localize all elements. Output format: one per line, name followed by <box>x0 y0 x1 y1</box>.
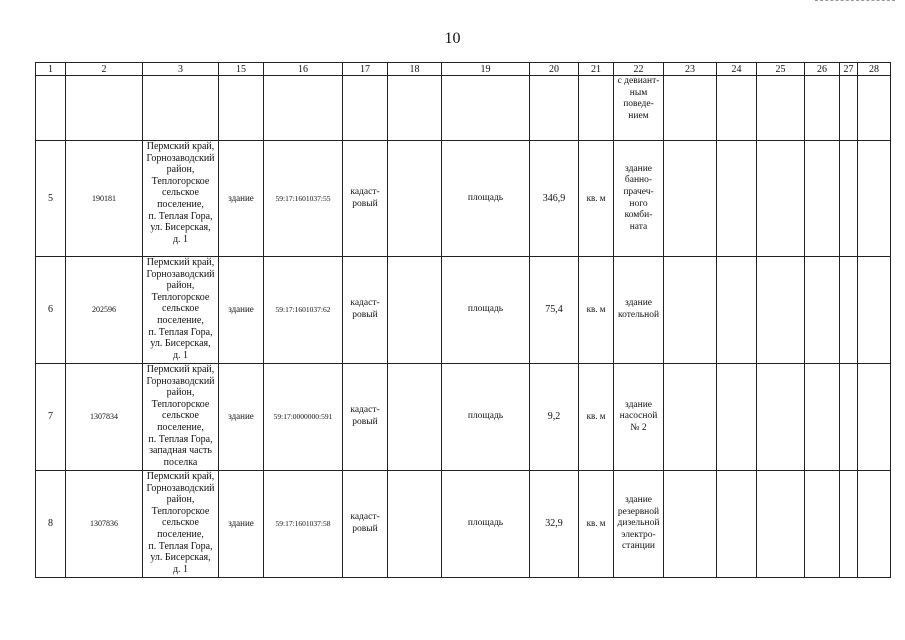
object-name-line: № 2 <box>630 422 647 433</box>
empty-cell <box>805 141 840 257</box>
empty-cell <box>858 471 891 578</box>
column-header: 25 <box>757 63 805 76</box>
column-header: 26 <box>805 63 840 76</box>
empty-cell <box>840 76 858 141</box>
parameter-cell: площадь <box>442 257 530 364</box>
object-name-line: ным <box>629 87 648 98</box>
object-name-line: насосной <box>619 411 658 422</box>
value-cell: 32,9 <box>530 471 579 578</box>
empty-cell <box>442 76 530 141</box>
empty-cell <box>858 257 891 364</box>
address-line: Горнозаводский <box>146 482 215 494</box>
table-row-continuation <box>36 76 891 141</box>
address-line: сельское <box>162 303 199 315</box>
table-row <box>36 364 891 471</box>
object-name-line: нием <box>628 110 649 121</box>
address-line: Теплогорское <box>151 175 210 187</box>
empty-cell <box>717 257 757 364</box>
address-cell <box>143 364 219 471</box>
empty-cell <box>530 76 579 141</box>
number-type-line: ровый <box>352 310 378 320</box>
address-line: район, <box>166 387 195 399</box>
empty-cell <box>143 76 219 141</box>
empty-cell <box>840 141 858 257</box>
column-header: 20 <box>530 63 579 76</box>
number-type-line: кадаст- <box>350 186 380 197</box>
column-header: 24 <box>717 63 757 76</box>
column-header: 21 <box>579 63 614 76</box>
parameter-cell: площадь <box>442 471 530 578</box>
number-type-line: ровый <box>352 198 378 209</box>
address-line: Горнозаводский <box>146 375 215 387</box>
value-cell: 9,2 <box>530 364 579 471</box>
registry-id-cell: 202596 <box>66 257 143 364</box>
address-line: Теплогорское <box>151 505 210 517</box>
empty-cell <box>664 364 717 471</box>
object-name-line: резервной <box>617 506 660 517</box>
object-name-line: здание <box>624 399 652 410</box>
address-line: Теплогорское <box>151 291 210 303</box>
object-name-cell <box>614 76 664 141</box>
row-number-cell: 6 <box>36 257 66 364</box>
address-line: сельское <box>162 517 199 529</box>
address-line: Горнозаводский <box>146 152 215 164</box>
address-cell <box>143 141 219 257</box>
object-name-line: электро- <box>621 529 656 540</box>
object-name-line: дизельной <box>617 518 660 529</box>
column-header: 2 <box>66 63 143 76</box>
object-name-cell <box>614 141 664 257</box>
address-line: поселение, <box>157 421 204 433</box>
unit-cell: кв. м <box>579 257 614 364</box>
row-number-cell: 5 <box>36 141 66 257</box>
address-line: п. Теплая Гора, <box>148 326 213 338</box>
empty-cell <box>388 364 442 471</box>
object-type-cell: здание <box>219 471 264 578</box>
address-line: ул. Бисерская, <box>150 338 211 350</box>
column-header: 17 <box>343 63 388 76</box>
unit-cell: кв. м <box>579 364 614 471</box>
object-name-line: ного <box>629 198 648 209</box>
empty-cell <box>805 471 840 578</box>
parameter-cell: площадь <box>442 141 530 257</box>
empty-cell <box>664 257 717 364</box>
empty-cell <box>858 141 891 257</box>
column-header: 18 <box>388 63 442 76</box>
empty-cell <box>717 471 757 578</box>
empty-cell <box>757 141 805 257</box>
number-type-line: кадаст- <box>350 298 380 309</box>
empty-cell <box>219 76 264 141</box>
address-line: западная часть <box>149 445 212 457</box>
empty-cell <box>805 257 840 364</box>
address-line: ул. Бисерская, <box>150 552 211 564</box>
object-name-cell <box>614 471 664 578</box>
empty-cell <box>579 76 614 141</box>
address-cell <box>143 471 219 578</box>
address-line: Теплогорское <box>151 398 210 410</box>
row-number-cell: 8 <box>36 471 66 578</box>
column-header: 28 <box>858 63 891 76</box>
object-name-line: здание <box>624 298 652 309</box>
empty-cell <box>388 471 442 578</box>
number-type-line: кадаст- <box>350 405 380 416</box>
object-type-cell: здание <box>219 364 264 471</box>
column-header: 19 <box>442 63 530 76</box>
empty-cell <box>805 364 840 471</box>
column-header: 1 <box>36 63 66 76</box>
object-name-line: комби- <box>624 210 653 221</box>
address-line: Пермский край, <box>146 141 215 152</box>
object-name-line: ната <box>629 221 648 232</box>
object-name-line: поведе- <box>623 99 654 110</box>
address-line: п. Теплая Гора, <box>148 540 213 552</box>
empty-cell <box>664 76 717 141</box>
object-name-line: здание <box>624 163 652 174</box>
address-line: п. Теплая Гора, <box>148 210 213 222</box>
table-row <box>36 141 891 257</box>
address-line: поселение, <box>157 528 204 540</box>
empty-cell <box>66 76 143 141</box>
empty-cell <box>36 76 66 141</box>
cadastral-number-cell: 59:17:1601037:62 <box>264 257 343 364</box>
empty-cell <box>264 76 343 141</box>
object-name-line: прачеч- <box>623 186 654 197</box>
address-line: Горнозаводский <box>146 268 215 280</box>
cadastral-number-cell: 59:17:1601037:55 <box>264 141 343 257</box>
number-type-cell <box>343 471 388 578</box>
address-line: сельское <box>162 187 199 199</box>
column-header: 16 <box>264 63 343 76</box>
empty-cell <box>717 141 757 257</box>
address-line: поселение, <box>157 198 204 210</box>
number-type-cell <box>343 364 388 471</box>
table-row <box>36 257 891 364</box>
empty-cell <box>717 364 757 471</box>
object-name-cell <box>614 257 664 364</box>
empty-cell <box>388 257 442 364</box>
empty-cell <box>343 76 388 141</box>
empty-cell <box>757 76 805 141</box>
empty-cell <box>717 76 757 141</box>
address-line: район, <box>166 494 195 506</box>
property-register-table <box>35 62 891 578</box>
address-line: Пермский край, <box>146 364 215 375</box>
registry-id-cell: 190181 <box>66 141 143 257</box>
number-type-line: кадаст- <box>350 512 380 523</box>
object-type-cell: здание <box>219 141 264 257</box>
registry-id-cell: 1307834 <box>66 364 143 471</box>
number-type-line: ровый <box>352 417 378 427</box>
column-header: 15 <box>219 63 264 76</box>
object-name-line: здание <box>624 495 652 506</box>
empty-cell <box>757 471 805 578</box>
page-number: 10 <box>444 30 461 47</box>
table-row <box>36 471 891 578</box>
empty-cell <box>805 76 840 141</box>
row-number-cell: 7 <box>36 364 66 471</box>
address-line: Пермский край, <box>146 471 215 482</box>
object-name-line: котельной <box>617 310 660 320</box>
object-name-line: станции <box>621 541 656 552</box>
address-line: поселка <box>163 456 198 468</box>
empty-cell <box>858 76 891 141</box>
column-number-row <box>36 63 891 76</box>
column-header: 22 <box>614 63 664 76</box>
address-line: д. 1 <box>172 349 189 361</box>
value-cell: 75,4 <box>530 257 579 364</box>
parameter-cell: площадь <box>442 364 530 471</box>
empty-cell <box>664 471 717 578</box>
number-type-cell <box>343 141 388 257</box>
number-type-cell <box>343 257 388 364</box>
empty-cell <box>840 257 858 364</box>
address-line: район, <box>166 164 195 176</box>
value-cell: 346,9 <box>530 141 579 257</box>
object-name-line: с девиант- <box>617 76 660 86</box>
address-line: Пермский край, <box>146 257 215 268</box>
empty-cell <box>757 364 805 471</box>
empty-cell <box>388 76 442 141</box>
empty-cell <box>757 257 805 364</box>
unit-cell: кв. м <box>579 141 614 257</box>
empty-cell <box>858 364 891 471</box>
address-line: поселение, <box>157 314 204 326</box>
registry-id-cell: 1307836 <box>66 471 143 578</box>
empty-cell <box>664 141 717 257</box>
column-header: 23 <box>664 63 717 76</box>
empty-cell <box>840 364 858 471</box>
cadastral-number-cell: 59:17:1601037:58 <box>264 471 343 578</box>
address-cell <box>143 257 219 364</box>
address-line: ул. Бисерская, <box>150 222 211 234</box>
cadastral-number-cell: 59:17:0000000:591 <box>264 364 343 471</box>
empty-cell <box>840 471 858 578</box>
address-line: п. Теплая Гора, <box>148 433 213 445</box>
number-type-line: ровый <box>352 524 378 534</box>
column-header: 3 <box>143 63 219 76</box>
object-type-cell: здание <box>219 257 264 364</box>
address-line: сельское <box>162 410 199 422</box>
address-line: д. 1 <box>172 233 189 245</box>
scan-edge-marks <box>815 0 895 3</box>
object-name-line: банно- <box>624 175 653 186</box>
object-name-cell <box>614 364 664 471</box>
address-line: район, <box>166 280 195 292</box>
column-header: 27 <box>840 63 858 76</box>
empty-cell <box>388 141 442 257</box>
address-line: д. 1 <box>172 563 189 575</box>
unit-cell: кв. м <box>579 471 614 578</box>
